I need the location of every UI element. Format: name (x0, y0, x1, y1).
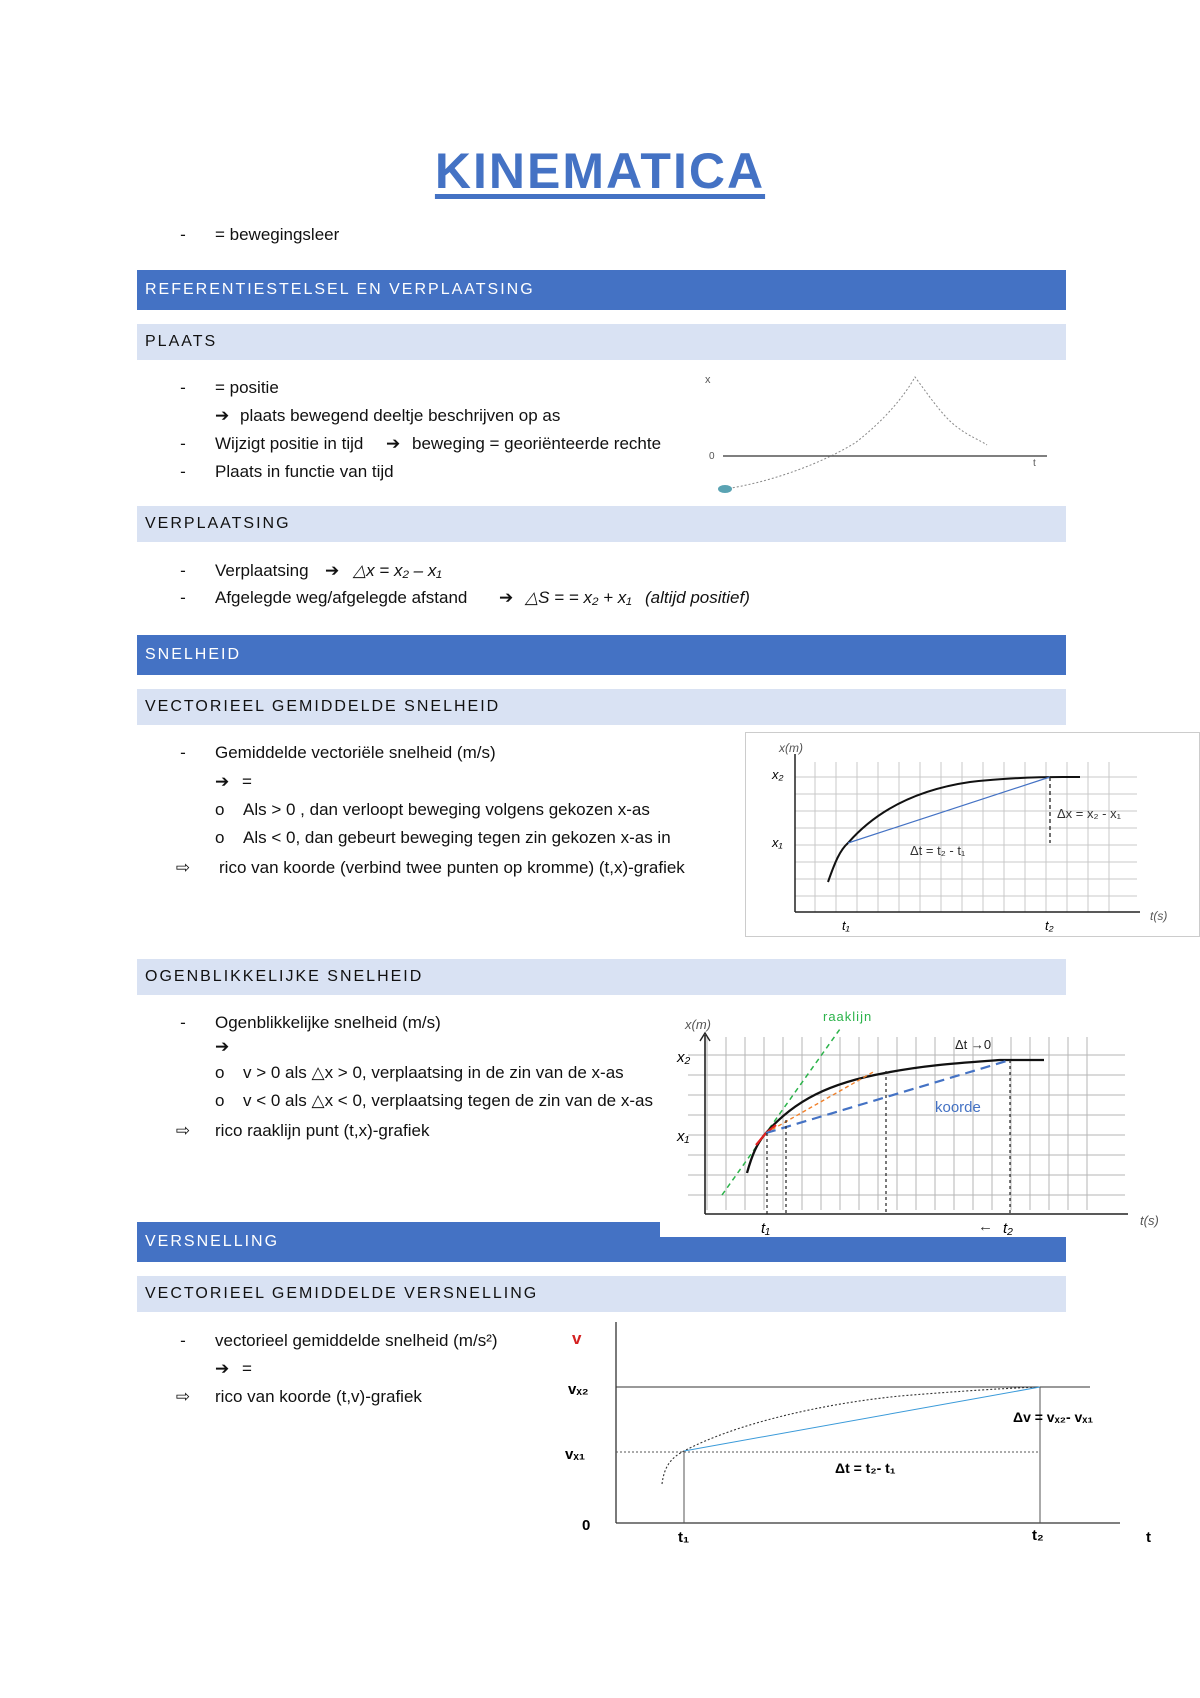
vgs-text-3: Als > 0 , dan verloopt beweging volgens gekozen x-as (243, 800, 650, 819)
vgs-text-5: rico van koorde (verbind twee punten op kromme) (t,x)-grafiek (219, 858, 685, 877)
fig1-x-label: x (705, 374, 711, 386)
fig3-dt0-label: Δt →0 (955, 1037, 992, 1052)
verplaatsing-note: (altijd positief) (645, 588, 750, 607)
ogs-text-3: v > 0 als △x > 0, verplaatsing in de zin van de x-as (243, 1063, 624, 1082)
ogs-line-5 (0, 1120, 660, 1142)
plaats-text-2: plaats bewegend deeltje beschrijven op as (240, 406, 561, 425)
fig4-t2-label: t₂ (1032, 1527, 1044, 1544)
circle-bullet: o (215, 1063, 225, 1082)
fig2-frame (746, 733, 1200, 937)
fig4-dv-label: Δv = vₓ₂- vₓ₁ (1013, 1409, 1094, 1425)
plaats-text-1: = positie (215, 378, 279, 397)
vgv-text-2: = (242, 1359, 252, 1378)
fig4-t1-label: t₁ (678, 1529, 690, 1546)
fig3-tangent (722, 1029, 840, 1195)
ogs-text-5: rico raaklijn punt (t,x)-grafiek (215, 1121, 430, 1140)
bullet: - (180, 462, 186, 481)
plaats-line-1 (0, 377, 690, 399)
fig3-y-label: x(m) (685, 1017, 711, 1032)
bullet: - (180, 225, 186, 244)
subsection-vectorieel-gemiddelde-versnelling: VECTORIEEL GEMIDDELDE VERSNELLING (137, 1276, 1066, 1312)
ogs-line-2 (0, 1036, 660, 1058)
arrow-icon: ➔ (215, 772, 230, 791)
fig4-zero-label: 0 (582, 1517, 591, 1534)
subsection-verplaatsing: VERPLAATSING (137, 506, 1066, 542)
fig2-t1-label: t₁ (842, 918, 850, 933)
section-snelheid: SNELHEID (137, 635, 1066, 675)
implies-arrow-icon: ⇨ (175, 858, 191, 877)
plaats-text-3a: Wijzigt positie in tijd (215, 434, 364, 453)
fig1-zero-label: 0 (709, 451, 715, 462)
fig4-dt-label: Δt = t₂- t₁ (835, 1460, 896, 1476)
section-versnelling: VERSNELLING (137, 1222, 1066, 1262)
fig3-t2-label: t₂ (1003, 1220, 1013, 1237)
vgv-line-1 (0, 1330, 560, 1352)
xt-tangent-graph (660, 1005, 1200, 1237)
fig4-vx1-label: vₓ₁ (565, 1446, 586, 1463)
verplaatsing-formula-1: △x = x₂ – x₁ (353, 561, 442, 580)
circle-bullet: o (215, 800, 225, 819)
xt-chord-graph (745, 732, 1200, 937)
plaats-line-4 (0, 461, 690, 483)
fig3-x-label: t(s) (1140, 1213, 1159, 1228)
circle-bullet: o (215, 828, 225, 847)
vgv-text-1: vectorieel gemiddelde snelheid (m/s²) (215, 1331, 498, 1350)
vgs-line-2 (0, 771, 740, 793)
circle-bullet: o (215, 1091, 225, 1110)
fig2-x2-label: x₂ (772, 767, 784, 782)
vgv-line-2 (0, 1358, 560, 1380)
bullet: - (180, 588, 186, 607)
fig4-vx2-label: vₓ₂ (568, 1381, 589, 1398)
vgs-text-1: Gemiddelde vectoriële snelheid (m/s) (215, 743, 496, 762)
vgs-line-5 (0, 857, 740, 879)
verplaatsing-line-2 (0, 587, 900, 609)
vgs-line-3 (0, 799, 740, 821)
arrow-icon: ➔ (215, 1359, 230, 1378)
fig3-curve (747, 1060, 1044, 1173)
subsection-ogenblikkelijke-snelheid: OGENBLIKKELIJKE SNELHEID (137, 959, 1066, 995)
fig3-grid (688, 1037, 1125, 1210)
fig2-dt-label: Δt = t₂ - t₁ (910, 843, 966, 858)
bullet: - (180, 1013, 186, 1032)
verplaatsing-text-1: Verplaatsing (215, 561, 309, 580)
implies-arrow-icon: ⇨ (175, 1387, 191, 1406)
arrow-icon: ➔ (499, 588, 514, 607)
section-referentiestelsel: REFERENTIESTELSEL EN VERPLAATSING (137, 270, 1066, 310)
verplaatsing-line-1 (0, 560, 900, 582)
vgs-line-4 (0, 827, 740, 849)
verplaatsing-formula-2: △S = = x₂ + x₁ (525, 588, 632, 607)
bullet: - (180, 743, 186, 762)
bullet: - (180, 378, 186, 397)
fig3-koorde-label: koorde (935, 1099, 981, 1116)
vgs-text-4: Als < 0, dan gebeurt beweging tegen zin gekozen x-as in (243, 828, 671, 847)
fig3-left-arrow-icon: ← (978, 1218, 993, 1235)
implies-arrow-icon: ⇨ (175, 1121, 191, 1140)
fig4-chord (684, 1387, 1040, 1451)
arrow-icon: ➔ (215, 406, 230, 425)
arrow-icon: ➔ (325, 561, 340, 580)
intro-text: = bewegingsleer (215, 225, 340, 244)
ogs-text-1: Ogenblikkelijke snelheid (m/s) (215, 1013, 441, 1032)
ogs-line-4 (0, 1090, 660, 1112)
fig3-x1-label: x₁ (677, 1128, 690, 1145)
fig2-dx-label: Δx = x₂ - x₁ (1057, 806, 1121, 821)
bullet: - (180, 561, 186, 580)
fig1-particle (718, 485, 732, 493)
plaats-line-2 (0, 405, 690, 427)
page-title: KINEMATICA (434, 143, 766, 199)
verplaatsing-text-2: Afgelegde weg/afgelegde afstand (215, 588, 468, 607)
plaats-text-4: Plaats in functie van tijd (215, 462, 394, 481)
arrow-icon: ➔ (215, 1037, 230, 1056)
fig2-y-label: x(m) (779, 741, 803, 755)
plaats-text-3b: beweging = georiënteerde rechte (412, 434, 662, 453)
ogs-text-4: v < 0 als △x < 0, verplaatsing tegen de zin van de x-as (243, 1091, 653, 1110)
vgv-line-3 (0, 1386, 560, 1408)
subsection-plaats: PLAATS (137, 324, 1066, 360)
subsection-vectorieel-gemiddelde-snelheid: VECTORIEEL GEMIDDELDE SNELHEID (137, 689, 1066, 725)
fig2-x1-label: x₁ (772, 835, 783, 850)
fig1-trajectory (725, 377, 987, 489)
bullet: - (180, 1331, 186, 1350)
plaats-line-3 (0, 433, 690, 455)
vgs-line-1 (0, 742, 740, 764)
fig4-t-label: t (1146, 1529, 1151, 1546)
fig1-t-label: t (1033, 458, 1036, 469)
fig3-x2-label: x₂ (677, 1049, 691, 1066)
fig2-x-label: t(s) (1150, 909, 1168, 923)
fig4-v-label: v (572, 1329, 582, 1348)
vt-graph (560, 1318, 1180, 1548)
vgv-text-3: rico van koorde (t,v)-grafiek (215, 1387, 422, 1406)
position-sketch (695, 365, 1055, 500)
arrow-icon: ➔ (386, 434, 401, 453)
fig2-t2-label: t₂ (1045, 918, 1054, 933)
ogs-line-1 (0, 1012, 660, 1034)
fig3-t1-label: t₁ (761, 1220, 770, 1237)
fig3-raaklijn-label: raaklijn (823, 1009, 873, 1024)
ogs-line-3 (0, 1062, 660, 1084)
vgs-text-2: = (242, 772, 252, 791)
bullet: - (180, 434, 186, 453)
